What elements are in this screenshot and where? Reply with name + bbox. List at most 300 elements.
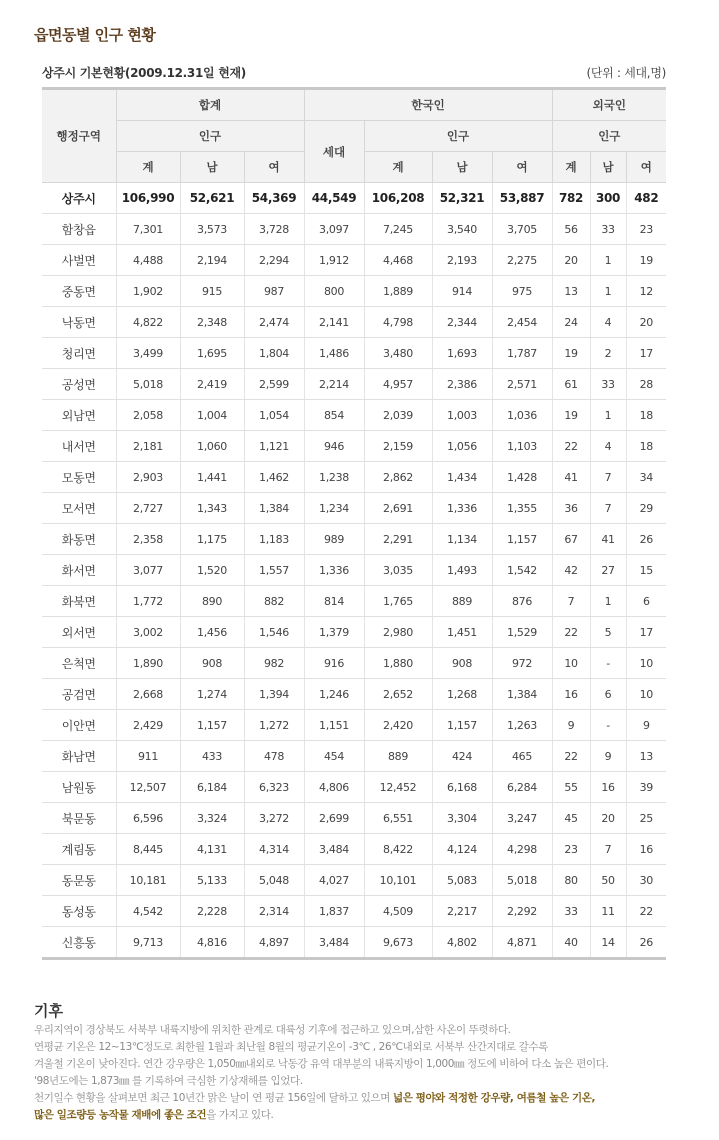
district-name-cell: 내서면: [42, 431, 116, 462]
table-body: [42, 183, 666, 959]
district-name-cell: 화동면: [42, 524, 116, 555]
korean-female-cell: 1,428: [492, 462, 552, 493]
korean-male-cell: 4,802: [432, 927, 492, 959]
total-female-cell: 5,048: [244, 865, 304, 896]
total-female-cell: 3,728: [244, 214, 304, 245]
foreign-male-cell: 1: [590, 586, 626, 617]
foreign-male-cell: 41: [590, 524, 626, 555]
korean-sum-cell: 6,551: [364, 803, 432, 834]
header-households: 세대: [304, 121, 364, 183]
foreign-female-cell: 18: [626, 431, 666, 462]
foreign-female-cell: 29: [626, 493, 666, 524]
header-korean-population: 인구: [364, 121, 552, 152]
korean-male-cell: 1,434: [432, 462, 492, 493]
foreign-male-cell: 5: [590, 617, 626, 648]
foreign-sum-cell: 13: [552, 276, 590, 307]
district-name-cell: 외남면: [42, 400, 116, 431]
foreign-female-cell: 25: [626, 803, 666, 834]
households-cell: 3,484: [304, 927, 364, 959]
table-row: [42, 524, 666, 555]
district-name-cell: 화북면: [42, 586, 116, 617]
total-male-cell: 2,194: [180, 245, 244, 276]
total-male-cell: 3,324: [180, 803, 244, 834]
korean-male-cell: 2,217: [432, 896, 492, 927]
total-male-cell: 1,441: [180, 462, 244, 493]
korean-sum-cell: 2,652: [364, 679, 432, 710]
foreign-female-cell: 15: [626, 555, 666, 586]
header-total-population: 인구: [116, 121, 304, 152]
korean-female-cell: 1,787: [492, 338, 552, 369]
foreign-male-cell: 1: [590, 400, 626, 431]
korean-female-cell: 1,542: [492, 555, 552, 586]
total-female-cell: 54,369: [244, 183, 304, 214]
korean-sum-cell: 1,765: [364, 586, 432, 617]
climate-highlight: 넓은 평야와 적정한 강우량, 여름철 높은 기온,: [392, 1092, 596, 1104]
foreign-sum-cell: 40: [552, 927, 590, 959]
header-korean-sum: 계: [364, 152, 432, 183]
households-cell: 814: [304, 586, 364, 617]
total-sum-cell: 2,181: [116, 431, 180, 462]
total-male-cell: 3,573: [180, 214, 244, 245]
foreign-sum-cell: 22: [552, 741, 590, 772]
korean-sum-cell: 4,468: [364, 245, 432, 276]
total-female-cell: 2,314: [244, 896, 304, 927]
korean-female-cell: 2,571: [492, 369, 552, 400]
total-female-cell: 1,557: [244, 555, 304, 586]
district-name-cell: 낙동면: [42, 307, 116, 338]
foreign-female-cell: 30: [626, 865, 666, 896]
table-total-row: [42, 183, 666, 214]
households-cell: 1,234: [304, 493, 364, 524]
korean-male-cell: 1,056: [432, 431, 492, 462]
korean-female-cell: 465: [492, 741, 552, 772]
foreign-sum-cell: 10: [552, 648, 590, 679]
total-female-cell: 1,183: [244, 524, 304, 555]
households-cell: 800: [304, 276, 364, 307]
table-row: [42, 369, 666, 400]
total-male-cell: 2,228: [180, 896, 244, 927]
korean-sum-cell: 889: [364, 741, 432, 772]
korean-sum-cell: 106,208: [364, 183, 432, 214]
climate-line: '98년도에는 1,873㎜ 를 기록하여 극심한 기상재해를 입었다.: [34, 1075, 303, 1087]
foreign-male-cell: 4: [590, 431, 626, 462]
foreign-male-cell: 33: [590, 369, 626, 400]
korean-sum-cell: 2,159: [364, 431, 432, 462]
korean-sum-cell: 1,889: [364, 276, 432, 307]
households-cell: 2,214: [304, 369, 364, 400]
households-cell: 946: [304, 431, 364, 462]
total-female-cell: 2,474: [244, 307, 304, 338]
total-sum-cell: 4,822: [116, 307, 180, 338]
district-name-cell: 상주시: [42, 183, 116, 214]
total-sum-cell: 106,990: [116, 183, 180, 214]
foreign-male-cell: 7: [590, 834, 626, 865]
foreign-sum-cell: 7: [552, 586, 590, 617]
households-cell: 44,549: [304, 183, 364, 214]
total-sum-cell: 3,499: [116, 338, 180, 369]
table-row: [42, 865, 666, 896]
foreign-male-cell: 20: [590, 803, 626, 834]
foreign-sum-cell: 22: [552, 431, 590, 462]
total-female-cell: 6,323: [244, 772, 304, 803]
climate-line: 겨울철 기온이 낮아진다. 연간 강우량은 1,050㎜내외로 낙동강 유역 대부분의 내륙지방이 1,000㎜ 정도에 비하여 다소 높은 편이다.: [34, 1058, 609, 1070]
foreign-female-cell: 20: [626, 307, 666, 338]
total-male-cell: 1,157: [180, 710, 244, 741]
households-cell: 3,097: [304, 214, 364, 245]
foreign-female-cell: 18: [626, 400, 666, 431]
foreign-female-cell: 9: [626, 710, 666, 741]
foreign-female-cell: 10: [626, 679, 666, 710]
foreign-male-cell: 7: [590, 462, 626, 493]
foreign-male-cell: 2: [590, 338, 626, 369]
total-male-cell: 1,456: [180, 617, 244, 648]
total-female-cell: 882: [244, 586, 304, 617]
korean-sum-cell: 1,880: [364, 648, 432, 679]
total-female-cell: 1,462: [244, 462, 304, 493]
total-sum-cell: 12,507: [116, 772, 180, 803]
households-cell: 2,141: [304, 307, 364, 338]
climate-text-plain: 을 가지고 있다.: [206, 1109, 274, 1121]
foreign-male-cell: 33: [590, 214, 626, 245]
foreign-female-cell: 482: [626, 183, 666, 214]
korean-male-cell: 2,386: [432, 369, 492, 400]
climate-line: 우리지역이 경상북도 서북부 내륙지방에 위치한 관계로 대륙성 기후에 접근하고 있으며,삼한 사온이 뚜렷하다.: [34, 1024, 511, 1036]
total-male-cell: 433: [180, 741, 244, 772]
foreign-female-cell: 26: [626, 524, 666, 555]
foreign-sum-cell: 16: [552, 679, 590, 710]
foreign-female-cell: 16: [626, 834, 666, 865]
total-sum-cell: 1,772: [116, 586, 180, 617]
total-male-cell: 4,816: [180, 927, 244, 959]
table-row: [42, 307, 666, 338]
district-name-cell: 은척면: [42, 648, 116, 679]
total-male-cell: 2,348: [180, 307, 244, 338]
foreign-sum-cell: 42: [552, 555, 590, 586]
total-sum-cell: 7,301: [116, 214, 180, 245]
foreign-sum-cell: 41: [552, 462, 590, 493]
total-female-cell: 1,804: [244, 338, 304, 369]
households-cell: 854: [304, 400, 364, 431]
korean-female-cell: 1,103: [492, 431, 552, 462]
total-sum-cell: 2,668: [116, 679, 180, 710]
unit-note: (단위 : 세대,명): [586, 66, 666, 80]
korean-male-cell: 1,336: [432, 493, 492, 524]
korean-sum-cell: 3,035: [364, 555, 432, 586]
korean-sum-cell: 4,798: [364, 307, 432, 338]
foreign-male-cell: 14: [590, 927, 626, 959]
total-sum-cell: 9,713: [116, 927, 180, 959]
households-cell: 3,484: [304, 834, 364, 865]
foreign-male-cell: 1: [590, 245, 626, 276]
foreign-sum-cell: 55: [552, 772, 590, 803]
korean-sum-cell: 2,691: [364, 493, 432, 524]
total-female-cell: 2,599: [244, 369, 304, 400]
table-row: [42, 710, 666, 741]
households-cell: 1,486: [304, 338, 364, 369]
korean-male-cell: 3,540: [432, 214, 492, 245]
korean-female-cell: 2,275: [492, 245, 552, 276]
population-table: [42, 87, 666, 960]
households-cell: 989: [304, 524, 364, 555]
total-male-cell: 1,274: [180, 679, 244, 710]
foreign-male-cell: 300: [590, 183, 626, 214]
total-male-cell: 1,060: [180, 431, 244, 462]
table-row: [42, 431, 666, 462]
climate-title: 기후: [34, 1002, 63, 1020]
total-female-cell: 4,897: [244, 927, 304, 959]
total-female-cell: 1,272: [244, 710, 304, 741]
foreign-female-cell: 17: [626, 617, 666, 648]
table-row: [42, 772, 666, 803]
korean-female-cell: 1,263: [492, 710, 552, 741]
korean-male-cell: 3,304: [432, 803, 492, 834]
households-cell: 1,336: [304, 555, 364, 586]
total-female-cell: 1,394: [244, 679, 304, 710]
table-row: [42, 245, 666, 276]
total-male-cell: 908: [180, 648, 244, 679]
table-row: [42, 400, 666, 431]
district-name-cell: 사벌면: [42, 245, 116, 276]
households-cell: 1,379: [304, 617, 364, 648]
foreign-male-cell: 1: [590, 276, 626, 307]
total-male-cell: 1,695: [180, 338, 244, 369]
district-name-cell: 공성면: [42, 369, 116, 400]
korean-female-cell: 1,355: [492, 493, 552, 524]
korean-sum-cell: 10,101: [364, 865, 432, 896]
table-row: [42, 338, 666, 369]
total-sum-cell: 4,488: [116, 245, 180, 276]
total-female-cell: 478: [244, 741, 304, 772]
table-row: [42, 741, 666, 772]
district-name-cell: 화남면: [42, 741, 116, 772]
district-name-cell: 북문동: [42, 803, 116, 834]
foreign-female-cell: 19: [626, 245, 666, 276]
district-name-cell: 공검면: [42, 679, 116, 710]
foreign-female-cell: 10: [626, 648, 666, 679]
total-male-cell: 1,343: [180, 493, 244, 524]
district-name-cell: 이안면: [42, 710, 116, 741]
total-female-cell: 982: [244, 648, 304, 679]
korean-male-cell: 1,003: [432, 400, 492, 431]
foreign-sum-cell: 67: [552, 524, 590, 555]
total-sum-cell: 2,358: [116, 524, 180, 555]
foreign-female-cell: 6: [626, 586, 666, 617]
foreign-male-cell: 50: [590, 865, 626, 896]
table-row: [42, 617, 666, 648]
korean-male-cell: 6,168: [432, 772, 492, 803]
foreign-female-cell: 34: [626, 462, 666, 493]
total-sum-cell: 3,077: [116, 555, 180, 586]
district-name-cell: 계림동: [42, 834, 116, 865]
foreign-sum-cell: 45: [552, 803, 590, 834]
district-name-cell: 중동면: [42, 276, 116, 307]
foreign-female-cell: 12: [626, 276, 666, 307]
korean-male-cell: 424: [432, 741, 492, 772]
total-male-cell: 1,175: [180, 524, 244, 555]
foreign-female-cell: 23: [626, 214, 666, 245]
table-caption: 상주시 기본현황(2009.12.31일 현재): [42, 66, 246, 80]
table-row: [42, 214, 666, 245]
district-name-cell: 동문동: [42, 865, 116, 896]
total-sum-cell: 911: [116, 741, 180, 772]
climate-text: [34, 1022, 684, 1124]
korean-sum-cell: 7,245: [364, 214, 432, 245]
header-district: 행정구역: [42, 89, 116, 183]
total-male-cell: 1,520: [180, 555, 244, 586]
header-foreign-population: 인구: [552, 121, 666, 152]
households-cell: 1,238: [304, 462, 364, 493]
korean-female-cell: 975: [492, 276, 552, 307]
header-foreign-female: 여: [626, 152, 666, 183]
korean-male-cell: 1,451: [432, 617, 492, 648]
korean-female-cell: 876: [492, 586, 552, 617]
district-name-cell: 남원동: [42, 772, 116, 803]
korean-sum-cell: 9,673: [364, 927, 432, 959]
total-sum-cell: 1,890: [116, 648, 180, 679]
korean-male-cell: 4,124: [432, 834, 492, 865]
district-name-cell: 신흥동: [42, 927, 116, 959]
households-cell: 1,246: [304, 679, 364, 710]
table-caption-row: [42, 64, 666, 82]
foreign-sum-cell: 33: [552, 896, 590, 927]
households-cell: 4,027: [304, 865, 364, 896]
foreign-female-cell: 17: [626, 338, 666, 369]
total-male-cell: 915: [180, 276, 244, 307]
total-sum-cell: 2,727: [116, 493, 180, 524]
korean-male-cell: 1,134: [432, 524, 492, 555]
foreign-male-cell: -: [590, 710, 626, 741]
korean-female-cell: 4,298: [492, 834, 552, 865]
climate-highlight: 많은 일조량등 농작물 재배에 좋은 조건: [34, 1109, 207, 1121]
foreign-female-cell: 28: [626, 369, 666, 400]
climate-text-plain: 천기일수 현황을 살펴보면 최근 10년간 맑은 날이 연 평균 156일에 달하고 있으며: [34, 1092, 393, 1104]
korean-sum-cell: 12,452: [364, 772, 432, 803]
header-korean-male: 남: [432, 152, 492, 183]
korean-sum-cell: 2,291: [364, 524, 432, 555]
page-title: 읍면동별 인구 현황: [34, 26, 156, 44]
foreign-male-cell: 16: [590, 772, 626, 803]
climate-line: 연평균 기온은 12~13℃정도로 최한월 1월과 최난월 8월의 평균기온이 -3℃ , 26℃내외로 서북부 산간지대로 갈수록: [34, 1041, 548, 1053]
total-female-cell: 1,054: [244, 400, 304, 431]
table-row: [42, 679, 666, 710]
total-sum-cell: 2,429: [116, 710, 180, 741]
foreign-male-cell: -: [590, 648, 626, 679]
table-row: [42, 834, 666, 865]
korean-male-cell: 908: [432, 648, 492, 679]
table-row: [42, 493, 666, 524]
foreign-sum-cell: 36: [552, 493, 590, 524]
korean-female-cell: 1,384: [492, 679, 552, 710]
foreign-sum-cell: 19: [552, 400, 590, 431]
korean-sum-cell: 2,862: [364, 462, 432, 493]
total-male-cell: 4,131: [180, 834, 244, 865]
total-sum-cell: 2,903: [116, 462, 180, 493]
total-sum-cell: 10,181: [116, 865, 180, 896]
foreign-female-cell: 26: [626, 927, 666, 959]
total-female-cell: 1,121: [244, 431, 304, 462]
district-name-cell: 동성동: [42, 896, 116, 927]
foreign-sum-cell: 80: [552, 865, 590, 896]
foreign-sum-cell: 22: [552, 617, 590, 648]
foreign-sum-cell: 20: [552, 245, 590, 276]
households-cell: 1,837: [304, 896, 364, 927]
district-name-cell: 화서면: [42, 555, 116, 586]
header-foreign-sum: 계: [552, 152, 590, 183]
korean-female-cell: 1,036: [492, 400, 552, 431]
foreign-sum-cell: 56: [552, 214, 590, 245]
korean-female-cell: 3,705: [492, 214, 552, 245]
korean-male-cell: 1,157: [432, 710, 492, 741]
total-female-cell: 2,294: [244, 245, 304, 276]
total-sum-cell: 5,018: [116, 369, 180, 400]
table-row: [42, 276, 666, 307]
korean-male-cell: 1,268: [432, 679, 492, 710]
korean-female-cell: 53,887: [492, 183, 552, 214]
korean-sum-cell: 3,480: [364, 338, 432, 369]
total-sum-cell: 8,445: [116, 834, 180, 865]
korean-male-cell: 5,083: [432, 865, 492, 896]
foreign-female-cell: 22: [626, 896, 666, 927]
total-sum-cell: 1,902: [116, 276, 180, 307]
foreign-male-cell: 7: [590, 493, 626, 524]
korean-male-cell: 2,193: [432, 245, 492, 276]
table-row: [42, 462, 666, 493]
total-sum-cell: 4,542: [116, 896, 180, 927]
korean-female-cell: 5,018: [492, 865, 552, 896]
total-female-cell: 4,314: [244, 834, 304, 865]
households-cell: 1,912: [304, 245, 364, 276]
households-cell: 916: [304, 648, 364, 679]
total-female-cell: 987: [244, 276, 304, 307]
korean-sum-cell: 2,039: [364, 400, 432, 431]
climate-line: [34, 1090, 684, 1107]
table-row: [42, 803, 666, 834]
foreign-male-cell: 27: [590, 555, 626, 586]
total-female-cell: 1,384: [244, 493, 304, 524]
foreign-male-cell: 9: [590, 741, 626, 772]
households-cell: 1,151: [304, 710, 364, 741]
district-name-cell: 모동면: [42, 462, 116, 493]
korean-female-cell: 972: [492, 648, 552, 679]
header-korean-group: 한국인: [304, 89, 552, 121]
korean-male-cell: 914: [432, 276, 492, 307]
total-female-cell: 1,546: [244, 617, 304, 648]
korean-female-cell: 2,454: [492, 307, 552, 338]
total-male-cell: 6,184: [180, 772, 244, 803]
table-row: [42, 927, 666, 959]
korean-sum-cell: 2,420: [364, 710, 432, 741]
header-total-group: 합계: [116, 89, 304, 121]
header-foreign-male: 남: [590, 152, 626, 183]
header-total-female: 여: [244, 152, 304, 183]
header-total-male: 남: [180, 152, 244, 183]
korean-male-cell: 2,344: [432, 307, 492, 338]
korean-sum-cell: 4,957: [364, 369, 432, 400]
table-row: [42, 648, 666, 679]
korean-male-cell: 889: [432, 586, 492, 617]
korean-male-cell: 1,493: [432, 555, 492, 586]
foreign-female-cell: 13: [626, 741, 666, 772]
korean-male-cell: 52,321: [432, 183, 492, 214]
korean-sum-cell: 4,509: [364, 896, 432, 927]
total-female-cell: 3,272: [244, 803, 304, 834]
foreign-female-cell: 39: [626, 772, 666, 803]
korean-female-cell: 6,284: [492, 772, 552, 803]
korean-male-cell: 1,693: [432, 338, 492, 369]
korean-sum-cell: 8,422: [364, 834, 432, 865]
district-name-cell: 청리면: [42, 338, 116, 369]
households-cell: 454: [304, 741, 364, 772]
